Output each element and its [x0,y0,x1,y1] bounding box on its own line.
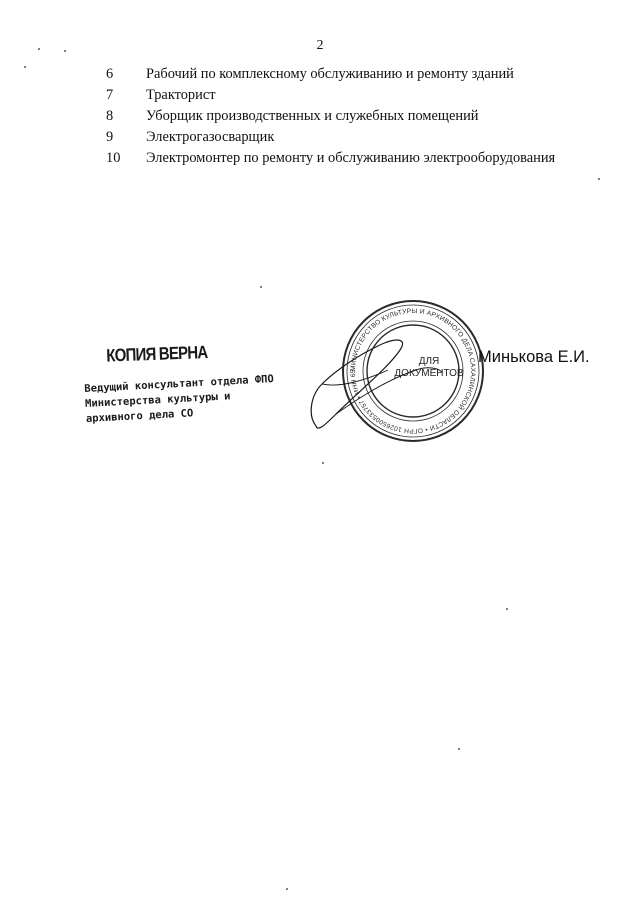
item-text: Уборщик производственных и служебных помещений [146,108,479,124]
seal-center-line: ДЛЯ [418,356,440,367]
seal-ring-text: МИНИСТЕРСТВО КУЛЬТУРЫ И АРХИВНОГО ДЕЛА САХАЛИНСКОЙ ОБЛАСТИ • ОГРН 1026500533757 • ИНН 65 [349,307,477,435]
item-number: 8 [106,108,114,124]
position-line: Министерства культуры и [84,390,231,410]
item-text: Рабочий по комплексному обслуживанию и ремонту зданий [146,66,514,82]
scan-speck [458,748,460,750]
item-number: 6 [106,66,114,82]
page-number: 2 [316,38,324,53]
scan-speck [64,50,66,52]
scan-speck [24,66,26,68]
copy-certified-stamp: КОПИЯ ВЕРНА [106,342,208,367]
item-text: Электрогазосварщик [146,129,275,145]
scan-speck [38,48,40,50]
list-item [106,85,555,106]
list-item [106,64,555,85]
item-text: Тракторист [146,87,216,103]
item-number: 9 [106,129,114,145]
position-stamp [84,372,276,427]
item-number: 10 [106,150,121,166]
scan-speck [506,608,508,610]
handwritten-signature [296,330,446,440]
signer-name: Минькова Е.И. [478,348,590,366]
list-item [106,106,555,127]
scan-speck [286,888,288,890]
list-item [106,148,555,169]
seal-center-line: ДОКУМЕНТОВ [394,368,464,379]
list-item [106,127,555,148]
position-line: Ведущий консультант отдела ФПО [84,373,275,395]
item-number: 7 [106,87,114,103]
profession-list [106,64,555,169]
scan-speck [598,178,600,180]
scan-speck [322,462,324,464]
position-line: архивного дела СО [85,407,194,425]
scan-speck [260,286,262,288]
item-text: Электромонтер по ремонту и обслуживанию электрооборудования [146,150,556,166]
